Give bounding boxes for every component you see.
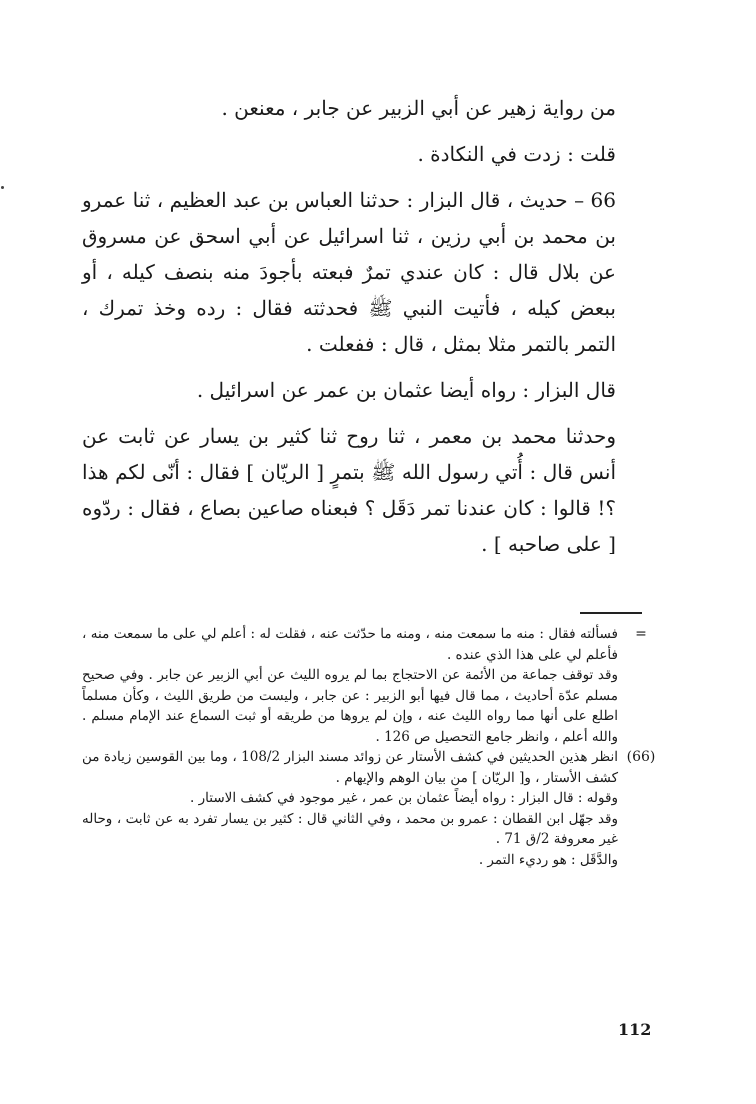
footnote-continuation — [82, 624, 656, 747]
paragraph-hadith-66: 66 – حديث ، قال البزار : حدثنا العباس بن عبد العظيم ، ثنا عمرو بن محمد بن أبي رزين ، ثنا اسرائيل عن أبي اسحق عن مسروق عن بلال قال : كان عندي تمرٌ فبعته بأجودَ منه بنصف كيله ، أو ببعض كيله ، فأتيت النبي ﷺ فحدثته فقال : رده وخذ تمرك ، التمر بالتمر مثلا بمثل ، قال : ففعلت . — [82, 188, 616, 356]
margin-mark — [1, 186, 4, 189]
paragraph-second-hadith: وحدثنا محمد بن معمر ، ثنا روح ثنا كثير بن يسار عن ثابت عن أنس قال : أُتي رسول الله ﷺ بتمرٍ [ الريّان ] فقال : أنّى لكم هذا ؟! قالوا : كان عندنا تمر دَقَل ؟ فبعناه صاعين بصاع ، فقال : ردّوه [ على صاحبه ] . — [82, 424, 616, 556]
paragraph-bazzar-note: قال البزار : رواه أيضا عثمان بن عمر عن اسرائيل . — [196, 378, 616, 402]
footnote-divider — [580, 612, 642, 614]
paragraph-1: من رواية زهير عن أبي الزبير عن جابر ، معنعن . — [221, 96, 616, 120]
page-number: 112 — [618, 1020, 652, 1039]
main-text — [82, 90, 652, 562]
footnote-66 — [82, 747, 656, 870]
footnote-line: وقد جهّل ابن القطان : عمرو بن محمد ، وفي الثاني قال : كثير بن يسار تفرد به عن ثابت ، وحاله غير معروفة 2/ق 71 . — [82, 810, 618, 847]
footnote-line: وقوله : قال البزار : رواه أيضاً عثمان بن عمر ، غير موجود في كشف الاستار . — [190, 790, 618, 806]
footnote-line: وقد توقف جماعة من الأئمة عن الاحتجاج بما لم يروه الليث عن أبي الزبير عن جابر . وفي صحيح مسلم عدّة أحاديث ، مما قال فيها أبو الزبير : عن جابر ، وليست من طريق الليث ، وكأن مسلماً اطلع على أنها مما رواه الليث عنه ، وإن لم يروها من طريقه أو ثبت السماع عند الإمام مسلم . والله أعلم ، وانظر جامع التحصيل ص 126 . — [82, 667, 618, 745]
paragraph-2: قلت : زدت في النكادة . — [417, 142, 616, 166]
footnote-line: والدَّقَل : هو رديء التمر . — [478, 851, 618, 868]
footnote-line: فسألته فقال : منه ما سمعت منه ، ومنه ما حدّثت عنه ، فقلت له : أعلم لي على ما سمعت منه ، فأعلم لي على هذا الذي عنده . — [82, 626, 618, 663]
footnote-continuation-marker: = — [635, 626, 647, 642]
footnote-line: انظر هذين الحديثين في كشف الأستار عن زوائد مسند البزار 108/2 ، وما بين القوسين زيادة من كشف الأستار ، و[ الريّان ] من بيان الوهم والإيهام . — [82, 749, 618, 786]
footnote-number: (66) — [626, 749, 656, 765]
footnotes — [82, 624, 656, 870]
